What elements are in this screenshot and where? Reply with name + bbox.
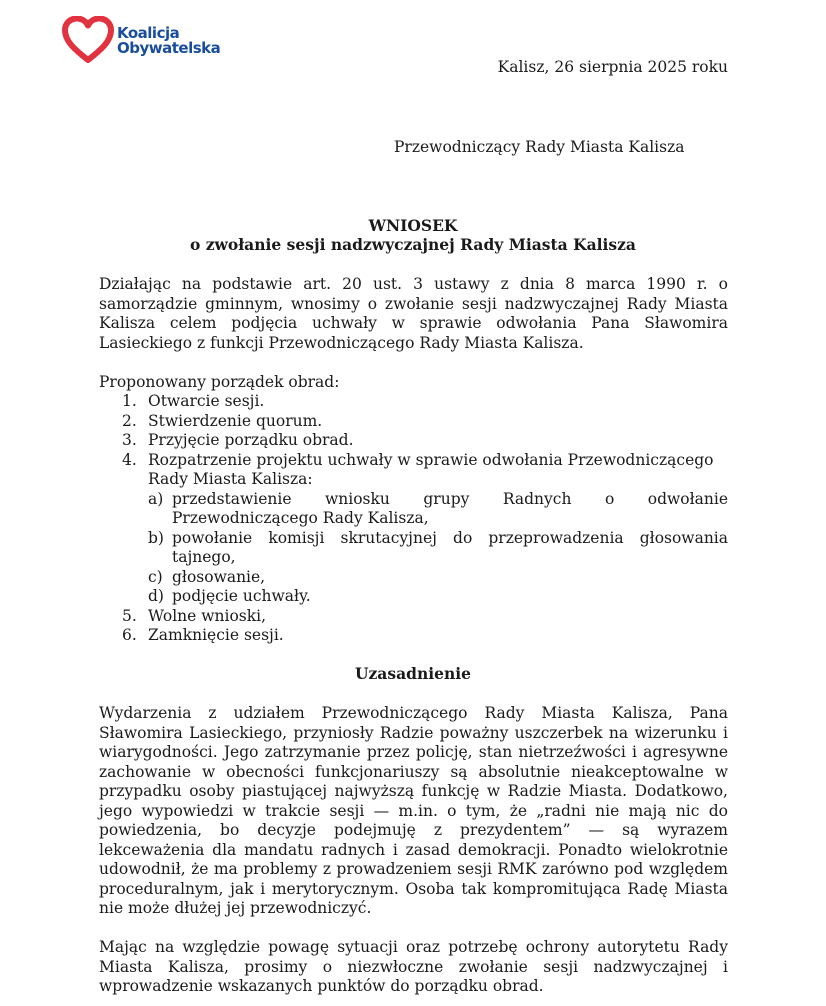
agenda-subitem-text: podjęcie uchwały. (172, 587, 311, 605)
agenda-item-text: Stwierdzenie quorum. (148, 411, 323, 430)
agenda-subitem-text: powołanie komisji skrutacyjnej do przeprowadzenia głosowania tajnego, (172, 528, 728, 566)
logo-line-2: Obywatelska (117, 39, 221, 57)
justification-heading: Uzasadnienie (354, 664, 471, 683)
agenda-subitem-letter: c) (148, 567, 163, 586)
agenda-item-text: Wolne wnioski, (148, 606, 267, 625)
agenda-item (99, 451, 728, 607)
intro-paragraph: Działając na podstawie art. 20 ust. 3 ustawy z dnia 8 marca 1990 r. o samorządzie gminnym, wnosimy o zwołanie sesji nadzwyczajnej Rady Miasta Kalisza celem podjęcia uchwały w sprawie odwołania Pana Sławomira Lasieckiego z funkcji Przewodniczącego Rady Miasta Kalisza. (99, 275, 728, 352)
agenda-item-text: Rozpatrzenie projektu uchwały w sprawie odwołania Przewodniczącego Rady Miasta Kalisza: (148, 450, 714, 488)
justification-paragraph: Wydarzenia z udziałem Przewodniczącego Rady Miasta Kalisza, Pana Sławomira Lasieckiego, przyniosły Radzie poważny uszczerbek na wizerunku i wiarygodności. Jego zatrzymanie przez policję, stan nietrzeźwości i agresywne zachowanie w obecności funkcjonariuszy są absolutnie nieakceptowalne w przypadku osoby piastującej najwyższą funkcję w Radzie Miasta. Dodatkowo, jego wypowiedzi w trakcie sesji — m.in. o tym, że „radni nie mają nic do powiedzenia, bo decyzje podejmuję z prezydentem” — są wyrazem lekceważenia dla mandatu radnych i zasad demokracji. Ponadto wielokrotnie udowodnił, że ma problemy z prowadzeniem sesji RMK zarówno pod względem proceduralnym, jak i merytorycznym. Osoba tak kompromitująca Radę Miasta nie może dłużej jej przewodniczyć. (99, 704, 728, 917)
agenda-subitem-text: przedstawienie wniosku grupy Radnych o odwołanie Przewodniczącego Rady Kalisza, (172, 489, 728, 527)
agenda-subitem (148, 490, 728, 529)
agenda-item-text: Otwarcie sesji. (148, 392, 265, 410)
agenda-item-number: 2. (122, 411, 137, 430)
agenda-subitem-letter: b) (148, 528, 164, 547)
agenda-item (99, 431, 728, 451)
agenda-item-number: 4. (122, 450, 137, 469)
addressee: Przewodniczący Rady Miasta Kalisza (394, 138, 685, 156)
document-subtitle: o zwołanie sesji nadzwyczajnej Rady Miasta Kalisza (190, 235, 636, 254)
agenda-list (99, 392, 728, 646)
agenda-sublist (148, 490, 728, 607)
closing-paragraph: Mając na względzie powagę sytuacji oraz potrzebę ochrony autorytetu Rady Miasta Kalisza, prosimy o niezwłoczne zwołanie sesji nadzwyczajnej i wprowadzenie wskazanych punktów do porządku obrad. (99, 938, 728, 995)
agenda-lead: Proponowany porządek obrad: (99, 373, 340, 391)
agenda-item (99, 412, 728, 432)
agenda-item-number: 3. (122, 431, 137, 449)
document-date: Kalisz, 26 sierpnia 2025 roku (497, 58, 728, 76)
party-logo (62, 16, 232, 66)
agenda-subitem-letter: a) (148, 489, 164, 508)
logo-wordmark (117, 26, 220, 56)
agenda-item (99, 392, 728, 412)
agenda-subitem (148, 568, 728, 588)
agenda-item (99, 626, 728, 646)
agenda-item-number: 5. (122, 606, 137, 625)
agenda-subitem-text: głosowanie, (172, 567, 266, 586)
logo-line-1: Koalicja (117, 24, 180, 42)
agenda-item-number: 6. (122, 626, 137, 644)
agenda-item-text: Przyjęcie porządku obrad. (148, 431, 354, 449)
agenda-subitem-letter: d) (148, 587, 164, 605)
heart-icon (62, 16, 114, 64)
agenda-subitem (148, 587, 728, 607)
agenda-item-text: Zamknięcie sesji. (148, 626, 284, 644)
agenda-item-number: 1. (122, 392, 137, 410)
agenda-subitem (148, 529, 728, 568)
agenda-item (99, 607, 728, 627)
document-title: WNIOSEK (368, 216, 458, 235)
